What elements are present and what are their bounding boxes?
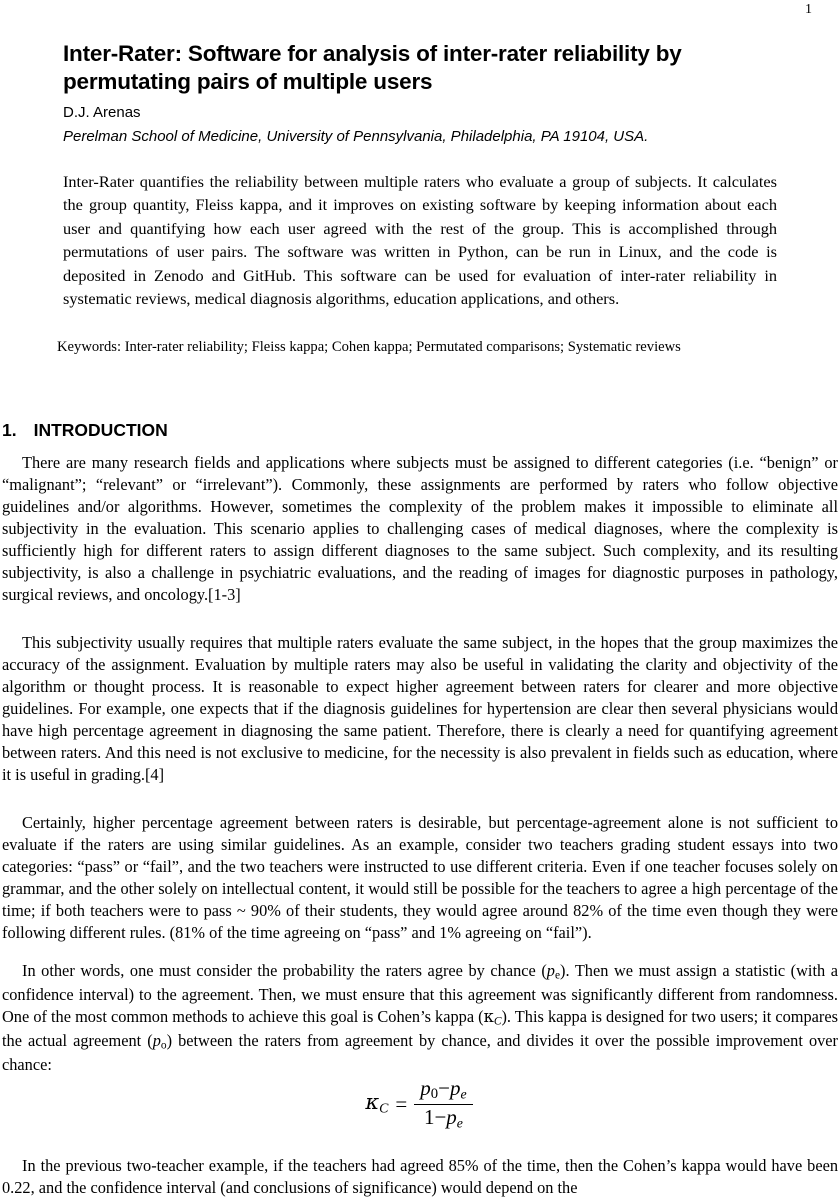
display-equation-cohen-kappa (0, 1078, 838, 1130)
paragraph-intro-5: In the previous two-teacher example, if the teachers had agreed 85% of the time, then the Cohen’s kappa would have been 0.22, and the confidence interval (and conclusions of significance) would depend on the (2, 1156, 838, 1197)
equation-fraction (414, 1078, 472, 1130)
equation-numerator-pe: p (449, 1076, 461, 1100)
equation-relation-sign: = (395, 1091, 408, 1116)
paragraph-intro-4-part-a: In other words, one must consider the probability the raters agree by chance ( (22, 961, 547, 980)
title-block (63, 40, 775, 147)
author-affiliation: Perelman School of Medicine, University of Pennsylvania, Philadelphia, PA 19104, USA. (63, 128, 649, 146)
equation-expression (365, 1078, 472, 1130)
section-heading-introduction (2, 420, 168, 441)
inline-math-p-e-variable: p (546, 961, 555, 980)
keywords-line: Keywords: Inter-rater reliability; Fleiss kappa; Cohen kappa; Permutated comparisons; Systematic reviews (57, 339, 681, 355)
paragraph-intro-4 (2, 960, 838, 1076)
page-number: 1 (805, 2, 812, 17)
paragraph-intro-4-part-d: ) between the raters from agreement by chance, and divides it over the possible improvement over chance: (2, 1030, 838, 1074)
equation-denominator-pe-subscript: e (456, 1115, 463, 1131)
equation-kappa-subscript: C (379, 1100, 389, 1116)
paragraph-intro-1: There are many research fields and applications where subjects must be assigned to different categories (i.e. “benign” or “malignant”; “relevant” or “irrelevant”). Commonly, these assignments are performed by raters who follow objective guidelines and/or algorithms. However, sometimes the complexity of the problem makes it impossible to eliminate all subjectivity in the evaluation. This scenario applies to challenging cases of medical diagnoses, where the complexity is sufficiently high for different raters to assign different diagnoses to the same subject. Such complexity, and its resulting subjectivity, is also a challenge in psychiatric evaluations, and the reading of images for diagnostic purposes in pathology, surgical reviews, and oncology.[1-3] (2, 453, 838, 604)
equation-denominator-operator: − (434, 1104, 447, 1129)
inline-math-kappa-glyph: κ (483, 1006, 494, 1026)
inline-math-kappa-subscript: C (493, 1015, 502, 1028)
equation-numerator-p0-subscript: 0 (430, 1086, 439, 1103)
equation-denominator-one: 1 (423, 1104, 435, 1129)
equation-numerator (414, 1078, 472, 1104)
inline-math-p-o-subscript: o (160, 1039, 167, 1052)
paragraph-intro-4-part-b: ). Then we must assign a statistic (with a confidence interval) to the agreement. Then, we must ensure that this agreement was significantly different from randomness. One of the most common methods to achieve this goal is Cohen’s kappa ( (2, 961, 838, 1026)
page-title: Inter-Rater: Software for analysis of inter-rater reliability by permutating pairs of multiple users (63, 41, 682, 95)
inline-math-p-o-variable: p (152, 1030, 161, 1050)
paragraph-intro-4-part-c: ). This kappa is designed for two users; it compares the actual agreement ( (2, 1006, 838, 1050)
section-title: INTRODUCTION (33, 420, 168, 440)
inline-math-p-e-subscript: e (554, 969, 561, 982)
equation-denominator-pe: p (446, 1104, 457, 1129)
paragraph-intro-2: This subjectivity usually requires that multiple raters evaluate the same subject, in the hopes that the group maximizes the accuracy of the assignment. Evaluation by multiple raters may also be useful in validating the clarity and objectivity of the algorithm or thought process. It is reasonable to expect higher agreement between raters for clearer and more objective guidelines. For example, one expects that if the diagnosis guidelines for hypertension are clear then several physicians would have high percentage agreement in diagnosing the same patient. Therefore, there is clearly a need for quantifying agreement between raters. And this need is not exclusive to medicine, for the necessity is also prevalent in fields such as education, where it is useful in grading.[4] (2, 633, 838, 784)
equation-numerator-p0: p (420, 1076, 431, 1100)
author-name: D.J. Arenas (63, 103, 141, 121)
equation-kappa-symbol: κ (365, 1090, 380, 1115)
abstract-text: Inter-Rater quantifies the reliability between multiple raters who evaluate a group of subjects. It calculates the group quantity, Fleiss kappa, and it improves on existing software by keeping information about each user and quantifying how each user agreed with the rest of the group. This is accomplished through permutations of user pairs. The software was written in Python, can be run in Linux, and the code is deposited in Zenodo and GitHub. This software can be used for evaluation of inter-rater reliability in systematic reviews, medical diagnosis algorithms, education applications, and others. (63, 172, 777, 308)
paragraph-intro-3: Certainly, higher percentage agreement between raters is desirable, but percentage-agreement alone is not sufficient to evaluate if the raters are using similar guidelines. As an example, consider two teachers grading student essays into two categories: “pass” or “fail”, and the two teachers were instructed to use different criteria. Even if one teacher focuses solely on grammar, and the other solely on intellectual content, it would still be possible for the teachers to agree a high percentage of the time; if both teachers were to pass ~ 90% of their students, they would agree around 82% of the time even though they were following different rules. (81% of the time agreeing on “pass” and 1% agreeing on “fail”). (2, 813, 838, 942)
equation-denominator (414, 1104, 472, 1130)
section-number: 1. (2, 420, 17, 440)
equation-left-side (365, 1092, 388, 1115)
equation-numerator-pe-subscript: e (460, 1086, 467, 1102)
equation-numerator-operator: − (438, 1076, 450, 1100)
